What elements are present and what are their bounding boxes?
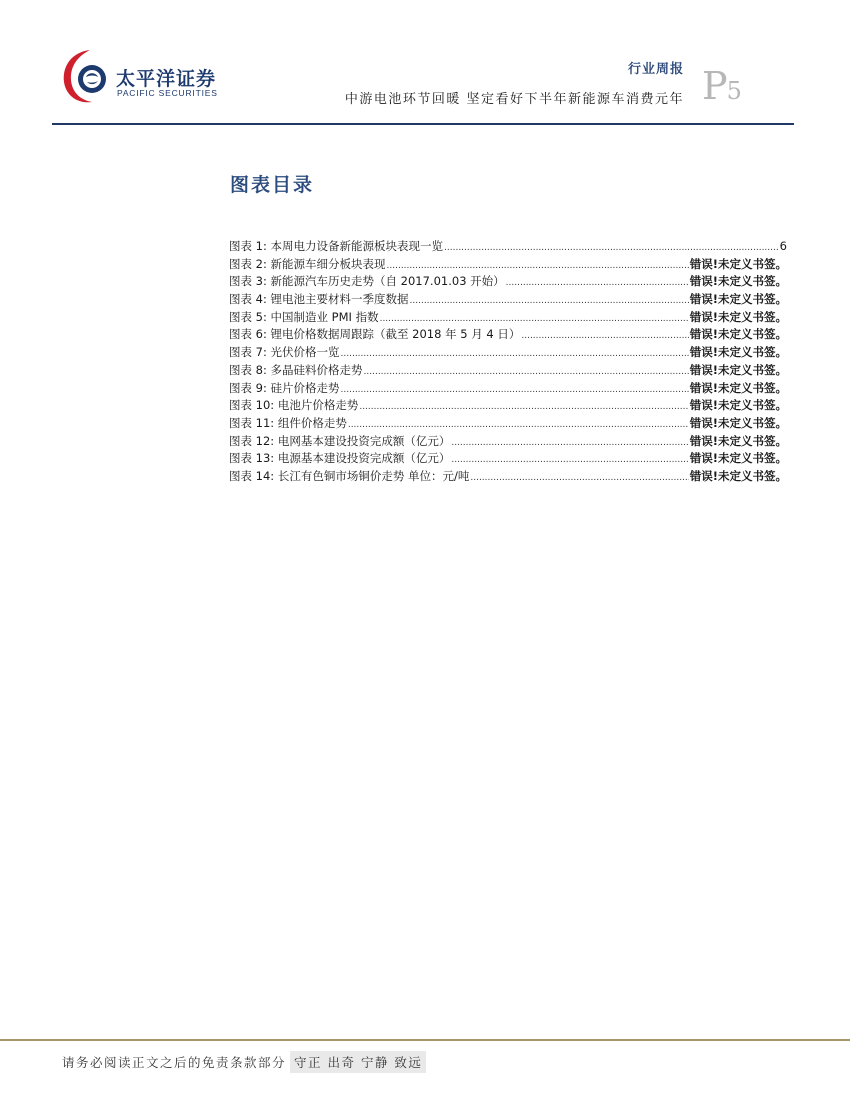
- toc-entry-page-ref: 错误!未定义书签。: [689, 398, 787, 413]
- toc-entry-label: 图表 8:: [229, 362, 267, 377]
- toc-entry-text: 组件价格走势: [277, 415, 347, 430]
- toc-entry-label: 图表 11:: [229, 415, 275, 430]
- toc-list: [229, 238, 787, 486]
- toc-dot-leader: [359, 399, 688, 417]
- toc-dot-leader: [364, 364, 689, 382]
- toc-entry-text: 电池片价格走势: [277, 398, 359, 413]
- toc-entry-text: 电源基本建设投资完成额（亿元）: [277, 451, 451, 466]
- company-logo: [60, 46, 230, 116]
- toc-entry[interactable]: [229, 415, 787, 433]
- toc-entry[interactable]: [229, 362, 787, 380]
- toc-entry[interactable]: [229, 397, 787, 415]
- toc-entry-label: 图表 5:: [229, 309, 267, 324]
- toc-dot-leader: [506, 275, 689, 293]
- header-divider: [52, 123, 794, 125]
- logo-name-cn: 太平洋证券: [116, 68, 217, 90]
- toc-entry[interactable]: [229, 326, 787, 344]
- toc-entry-label: 图表 6:: [229, 327, 267, 342]
- toc-entry-label: 图表 2:: [229, 256, 267, 271]
- toc-entry[interactable]: [229, 433, 787, 451]
- toc-entry-page-ref: 错误!未定义书签。: [689, 415, 787, 430]
- toc-entry-label: 图表 3:: [229, 274, 267, 289]
- toc-entry-text: 电网基本建设投资完成额（亿元）: [277, 433, 451, 448]
- toc-entry-page-ref: 错误!未定义书签。: [689, 433, 787, 448]
- toc-entry[interactable]: [229, 291, 787, 309]
- toc-entry[interactable]: [229, 344, 787, 362]
- toc-dot-leader: [341, 382, 689, 400]
- toc-entry-text: 光伏价格一览: [270, 345, 340, 360]
- toc-dot-leader: [521, 328, 688, 346]
- toc-entry-text: 本周电力设备新能源板块表现一览: [270, 239, 444, 253]
- toc-entry[interactable]: [229, 468, 787, 486]
- toc-entry-page-ref: 错误!未定义书签。: [689, 362, 787, 377]
- page-number-value: 5: [726, 77, 741, 105]
- toc-entry-label: 图表 14:: [229, 468, 275, 483]
- toc-entry[interactable]: [229, 256, 787, 274]
- toc-entry[interactable]: [229, 380, 787, 398]
- toc-dot-leader: [451, 452, 688, 470]
- toc-dot-leader: [470, 470, 688, 488]
- toc-entry-page-ref: 错误!未定义书签。: [689, 380, 787, 395]
- report-title: 中游电池环节回暖 坚定看好下半年新能源车消费元年: [344, 92, 684, 107]
- toc-entry-text: 锂电池主要材料一季度数据: [270, 292, 409, 307]
- toc-entry[interactable]: [229, 309, 787, 327]
- toc-entry-text: 中国制造业 PMI 指数: [270, 309, 379, 324]
- footer-divider: [0, 1039, 850, 1041]
- page-number: [702, 64, 741, 108]
- toc-entry-label: 图表 9:: [229, 380, 267, 395]
- toc-entry[interactable]: [229, 273, 787, 291]
- toc-dot-leader: [451, 435, 688, 453]
- toc-dot-leader: [410, 293, 689, 311]
- toc-entry-page-ref: 错误!未定义书签。: [689, 292, 787, 307]
- toc-entry-page-ref: 错误!未定义书签。: [689, 468, 787, 483]
- toc-entry-page-ref: 错误!未定义书签。: [689, 327, 787, 342]
- page-prefix: P: [702, 64, 727, 108]
- toc-entry-page-ref: 错误!未定义书签。: [689, 274, 787, 289]
- footer-disclaimer: 请务必阅读正文之后的免责条款部分: [62, 1055, 287, 1070]
- toc-entry-page-ref: 6: [779, 239, 787, 253]
- toc-entry-text: 锂电价格数据周跟踪（截至 2018 年 5 月 4 日）: [270, 327, 521, 342]
- logo-name-en: PACIFIC SECURITIES: [117, 88, 218, 98]
- toc-entry-text: 新能源汽车历史走势（自 2017.01.03 开始）: [270, 274, 505, 289]
- toc-entry-label: 图表 1:: [229, 239, 267, 253]
- toc-dot-leader: [341, 346, 689, 364]
- toc-entry-page-ref: 错误!未定义书签。: [689, 309, 787, 324]
- toc-entry[interactable]: [229, 450, 787, 468]
- toc-entry-page-ref: 错误!未定义书签。: [689, 256, 787, 271]
- toc-entry-text: 多晶硅料价格走势: [270, 362, 363, 377]
- report-type-label: 行业周报: [627, 62, 684, 77]
- toc-entry-label: 图表 13:: [229, 451, 275, 466]
- toc-entry-text: 新能源车细分板块表现: [270, 256, 386, 271]
- toc-entry-label: 图表 10:: [229, 398, 275, 413]
- toc-entry-label: 图表 4:: [229, 292, 267, 307]
- footer-motto: 守正 出奇 宁静 致远: [290, 1051, 426, 1073]
- toc-entry-text: 长江有色铜市场铜价走势 单位：元/吨: [277, 468, 470, 483]
- toc-title: 图表目录: [230, 174, 315, 196]
- toc-entry-label: 图表 12:: [229, 433, 275, 448]
- toc-entry-label: 图表 7:: [229, 345, 267, 360]
- footer: [62, 1051, 426, 1073]
- toc-entry-text: 硅片价格走势: [270, 380, 340, 395]
- toc-entry-page-ref: 错误!未定义书签。: [689, 345, 787, 360]
- pacific-securities-logo-icon: [60, 46, 114, 106]
- toc-entry-page-ref: 错误!未定义书签。: [689, 451, 787, 466]
- toc-entry[interactable]: [229, 238, 787, 256]
